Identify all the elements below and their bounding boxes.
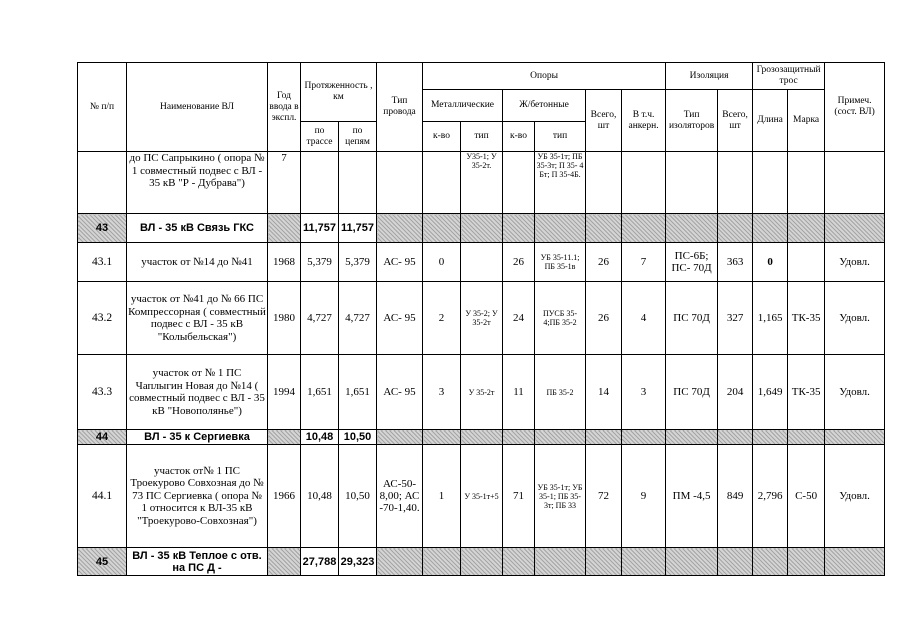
cell-anchor: 3 — [622, 355, 666, 430]
header-ins-type: Тип изоляторов — [666, 90, 718, 152]
cell-name: участок от № 1 ПС Чаплыгин Новая до №14 ( совместный подвес с ВЛ - 35 кВ "Новополянье") — [127, 355, 268, 430]
cell-wire: АС-50-8,00; АС -70-1,40. — [377, 445, 423, 548]
cell-gw-brand — [788, 152, 825, 214]
cell-gw-length: 1,165 — [753, 282, 788, 355]
cell-note: Удовл. — [825, 445, 885, 548]
header-insulation: Изоляция — [666, 63, 753, 90]
cell-route: 4,727 — [301, 282, 339, 355]
cell-gw-brand: ТК-35 — [788, 282, 825, 355]
cell-metal-type — [461, 243, 503, 282]
cell-name: ВЛ - 35 кВ Связь ГКС — [127, 214, 268, 243]
cell-anchor — [622, 152, 666, 214]
header-total: Всего, шт — [586, 90, 622, 152]
header-row-1 — [78, 63, 885, 90]
cell-total: 26 — [586, 243, 622, 282]
cell-anchor: 4 — [622, 282, 666, 355]
cell-route: 1,651 — [301, 355, 339, 430]
cell-route: 10,48 — [301, 445, 339, 548]
header-anchor: В т.ч. анкерн. — [622, 90, 666, 152]
cell-num: 44 — [78, 430, 127, 445]
cell-note: Удовл. — [825, 282, 885, 355]
cell-concrete-count: 26 — [503, 243, 535, 282]
header-name: Наименование ВЛ — [127, 63, 268, 152]
cell-concrete-type: УБ 35-11.1; ПБ 35-1в — [535, 243, 586, 282]
cell-gw-length: 2,796 — [753, 445, 788, 548]
cell-gw-brand: С-50 — [788, 445, 825, 548]
header-num: № п/п — [78, 63, 127, 152]
cell-concrete-count: 71 — [503, 445, 535, 548]
cell-metal-count: 0 — [423, 243, 461, 282]
cell-concrete-count — [503, 152, 535, 214]
cell-route: 5,379 — [301, 243, 339, 282]
header-ground-wire: Грозозащитный трос — [753, 63, 825, 90]
cell-gw-length: 0 — [753, 243, 788, 282]
header-supports: Опоры — [423, 63, 666, 90]
header-length: Протяженность , км — [301, 63, 377, 122]
cell-num: 44.1 — [78, 445, 127, 548]
cell-gw-brand — [788, 243, 825, 282]
cell-metal-count — [423, 152, 461, 214]
cell-gw-length — [753, 152, 788, 214]
table-row — [78, 282, 885, 355]
cell-wire: АС- 95 — [377, 355, 423, 430]
header-metal-count: к-во — [423, 122, 461, 152]
cell-num: 43.3 — [78, 355, 127, 430]
cell-route: 10,48 — [301, 430, 339, 445]
cell-ins-total: 327 — [718, 282, 753, 355]
cell-num: 43 — [78, 214, 127, 243]
cell-ins-total — [718, 152, 753, 214]
header-year: Год ввода в экспл. — [268, 63, 301, 152]
header-wire: Тип провода — [377, 63, 423, 152]
cell-metal-type: У35-1; У 35-2т. — [461, 152, 503, 214]
cell-concrete-type: УБ 35-1т; УБ 35-1; ПБ 35-3т; ПБ 33 — [535, 445, 586, 548]
cell-anchor: 9 — [622, 445, 666, 548]
cell-num: 43.1 — [78, 243, 127, 282]
cell-concrete-type: ПБ 35-2 — [535, 355, 586, 430]
table-row — [78, 445, 885, 548]
header-metal: Металлические — [423, 90, 503, 122]
cell-circuits: 29,323 — [339, 548, 377, 576]
cell-circuits: 11,757 — [339, 214, 377, 243]
header-concrete: Ж/бетонные — [503, 90, 586, 122]
cell-note — [825, 152, 885, 214]
cell-ins-type: ПС 70Д — [666, 282, 718, 355]
header-gw-length: Длина — [753, 90, 788, 152]
table-row — [78, 355, 885, 430]
cell-name: ВЛ - 35 к Сергиевка — [127, 430, 268, 445]
cell-year — [268, 214, 301, 243]
cell-route: 27,788 — [301, 548, 339, 576]
cell-year — [268, 430, 301, 445]
cell-metal-count: 1 — [423, 445, 461, 548]
cell-year: 1968 — [268, 243, 301, 282]
cell-total: 26 — [586, 282, 622, 355]
cell-route: 11,757 — [301, 214, 339, 243]
cell-year — [268, 548, 301, 576]
cell-ins-type — [666, 152, 718, 214]
cell-ins-type: ПС 70Д — [666, 355, 718, 430]
header-ins-total: Всего, шт — [718, 90, 753, 152]
cell-name: участок от №41 до № 66 ПС Компрессорная ( совместный подвес с ВЛ - 35 кВ "Колыбельская") — [127, 282, 268, 355]
cell-concrete-count: 24 — [503, 282, 535, 355]
cell-total: 72 — [586, 445, 622, 548]
cell-year: 1994 — [268, 355, 301, 430]
cell-metal-count: 3 — [423, 355, 461, 430]
cell-year: 7 — [268, 152, 301, 214]
cell-name: участок от №14 до №41 — [127, 243, 268, 282]
header-length-circuits: по цепям — [339, 122, 377, 152]
cell-name: ВЛ - 35 кВ Теплое с отв. на ПС Д - — [127, 548, 268, 576]
table-row — [78, 152, 885, 214]
cell-route — [301, 152, 339, 214]
cell-name: участок от№ 1 ПС Троекурово Совхозная до № 73 ПС Сергиевка ( опора № 1 относится к ВЛ-35 кВ "Троекурово-Совхозная") — [127, 445, 268, 548]
cell-circuits: 1,651 — [339, 355, 377, 430]
cell-anchor: 7 — [622, 243, 666, 282]
cell-circuits: 5,379 — [339, 243, 377, 282]
cell-num — [78, 152, 127, 214]
cell-year: 1966 — [268, 445, 301, 548]
cell-wire: АС- 95 — [377, 282, 423, 355]
cell-num: 45 — [78, 548, 127, 576]
cell-note: Удовл. — [825, 355, 885, 430]
cell-name: до ПС Сапрыкино ( опора № 1 совместный подвес с ВЛ - 35 кВ "Р - Дубрава") — [127, 152, 268, 214]
cell-concrete-type: УБ 35-1т; ПБ 35-3т; П 35- 4 Бт; П 35-4Б. — [535, 152, 586, 214]
power-lines-table — [77, 62, 885, 576]
header-metal-type: тип — [461, 122, 503, 152]
cell-ins-total: 363 — [718, 243, 753, 282]
header-concrete-count: к-во — [503, 122, 535, 152]
cell-ins-total: 849 — [718, 445, 753, 548]
cell-circuits: 4,727 — [339, 282, 377, 355]
cell-metal-type: У 35-2т — [461, 355, 503, 430]
table-row — [78, 243, 885, 282]
cell-concrete-count: 11 — [503, 355, 535, 430]
cell-wire: АС- 95 — [377, 243, 423, 282]
cell-total — [586, 152, 622, 214]
cell-circuits: 10,50 — [339, 445, 377, 548]
section-row — [78, 548, 885, 576]
cell-metal-type: У 35-1т+5 — [461, 445, 503, 548]
cell-metal-type: У 35-2; У 35-2т — [461, 282, 503, 355]
cell-ins-total: 204 — [718, 355, 753, 430]
header-note: Примеч. (сост. ВЛ) — [825, 63, 885, 152]
cell-year: 1980 — [268, 282, 301, 355]
cell-concrete-type: ПУСБ 35-4;ПБ 35-2 — [535, 282, 586, 355]
section-row — [78, 214, 885, 243]
cell-ins-type: ПМ -4,5 — [666, 445, 718, 548]
cell-ins-type: ПС-6Б; ПС- 70Д — [666, 243, 718, 282]
cell-metal-count: 2 — [423, 282, 461, 355]
cell-circuits: 10,50 — [339, 430, 377, 445]
header-concrete-type: тип — [535, 122, 586, 152]
cell-num: 43.2 — [78, 282, 127, 355]
cell-total: 14 — [586, 355, 622, 430]
cell-circuits — [339, 152, 377, 214]
cell-note: Удовл. — [825, 243, 885, 282]
section-row — [78, 430, 885, 445]
cell-wire — [377, 152, 423, 214]
header-gw-brand: Марка — [788, 90, 825, 152]
cell-gw-length: 1,649 — [753, 355, 788, 430]
cell-gw-brand: ТК-35 — [788, 355, 825, 430]
header-length-route: по трассе — [301, 122, 339, 152]
